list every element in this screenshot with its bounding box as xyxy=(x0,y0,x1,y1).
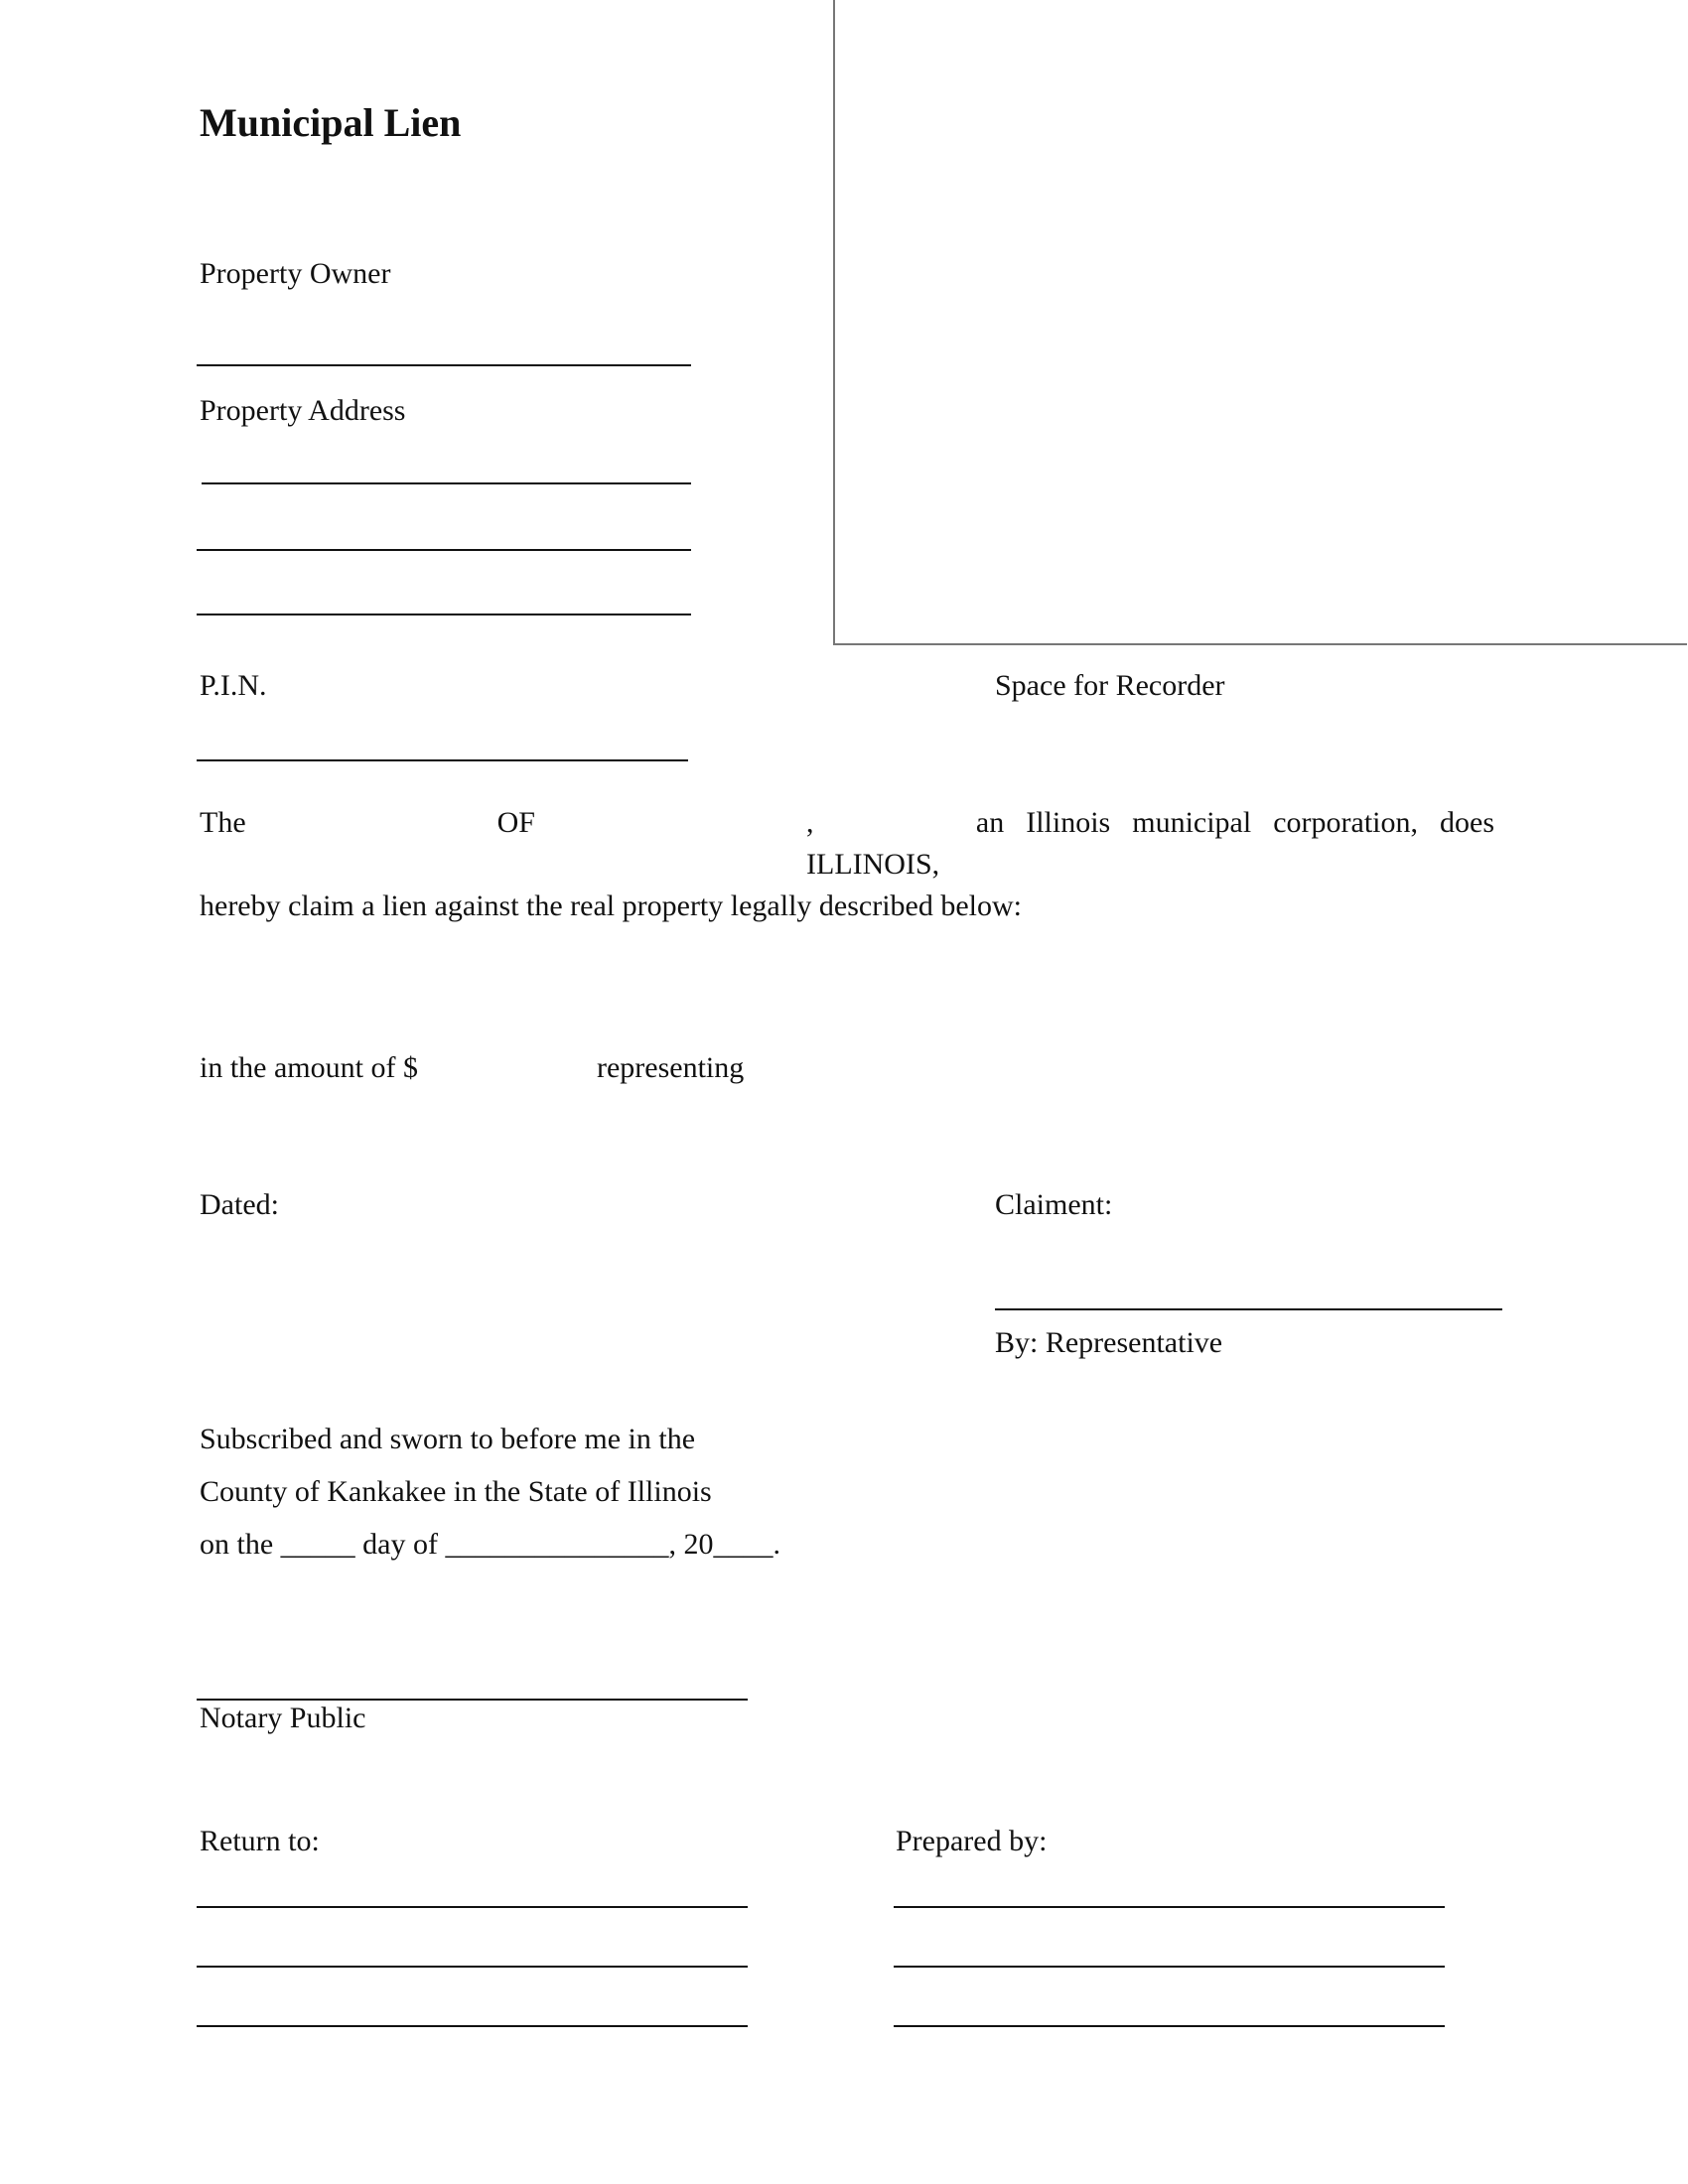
pin-line[interactable] xyxy=(197,759,688,761)
notary-line-1: Subscribed and sworn to before me in the xyxy=(200,1423,696,1455)
claim-word-does: does xyxy=(1440,806,1494,839)
claim-word-illinois: Illinois xyxy=(1026,806,1111,839)
claim-word-illinois-caps: , ILLINOIS, xyxy=(806,806,940,881)
property-owner-line[interactable] xyxy=(197,364,691,366)
claim-word-an: an xyxy=(975,806,1005,839)
by-representative-label: By: Representative xyxy=(995,1326,1223,1359)
prepared-by-label: Prepared by: xyxy=(896,1825,1048,1857)
notary-line-2: County of Kankakee in the State of Illinois xyxy=(200,1475,712,1508)
notary-public-label: Notary Public xyxy=(200,1702,366,1734)
property-owner-label: Property Owner xyxy=(200,257,391,290)
property-address-line-2[interactable] xyxy=(197,549,691,551)
return-to-line-3[interactable] xyxy=(197,2025,748,2027)
claim-word-the: The xyxy=(200,806,246,839)
claim-line-2: hereby claim a lien against the real property legally described below: xyxy=(200,889,1023,922)
return-to-line-1[interactable] xyxy=(197,1906,748,1908)
claiment-label: Claiment: xyxy=(995,1188,1113,1221)
property-address-line-1[interactable] xyxy=(202,482,691,484)
notary-line-3: on the _____ day of _______________, 20____. xyxy=(200,1528,780,1561)
amount-representing: representing xyxy=(597,1051,745,1084)
page-title: Municipal Lien xyxy=(200,100,462,145)
amount-prefix: in the amount of $ xyxy=(200,1051,418,1084)
claim-word-of: OF xyxy=(496,806,535,839)
prepared-by-line-1[interactable] xyxy=(894,1906,1445,1908)
recorder-space-box xyxy=(833,0,1687,645)
claiment-signature-line[interactable] xyxy=(995,1308,1502,1310)
claim-word-corporation: corporation, xyxy=(1273,806,1418,839)
notary-statement xyxy=(200,1413,780,1570)
return-to-line-2[interactable] xyxy=(197,1966,748,1968)
lien-claim-paragraph xyxy=(200,802,1494,927)
prepared-by-line-2[interactable] xyxy=(894,1966,1445,1968)
property-address-label: Property Address xyxy=(200,394,406,427)
claim-word-municipal: municipal xyxy=(1132,806,1252,839)
return-to-label: Return to: xyxy=(200,1825,320,1857)
claim-line-1 xyxy=(200,802,1494,886)
dated-label: Dated: xyxy=(200,1188,279,1221)
prepared-by-line-3[interactable] xyxy=(894,2025,1445,2027)
pin-label: P.I.N. xyxy=(200,669,267,702)
property-address-line-3[interactable] xyxy=(197,614,691,615)
space-for-recorder-label: Space for Recorder xyxy=(995,669,1225,702)
